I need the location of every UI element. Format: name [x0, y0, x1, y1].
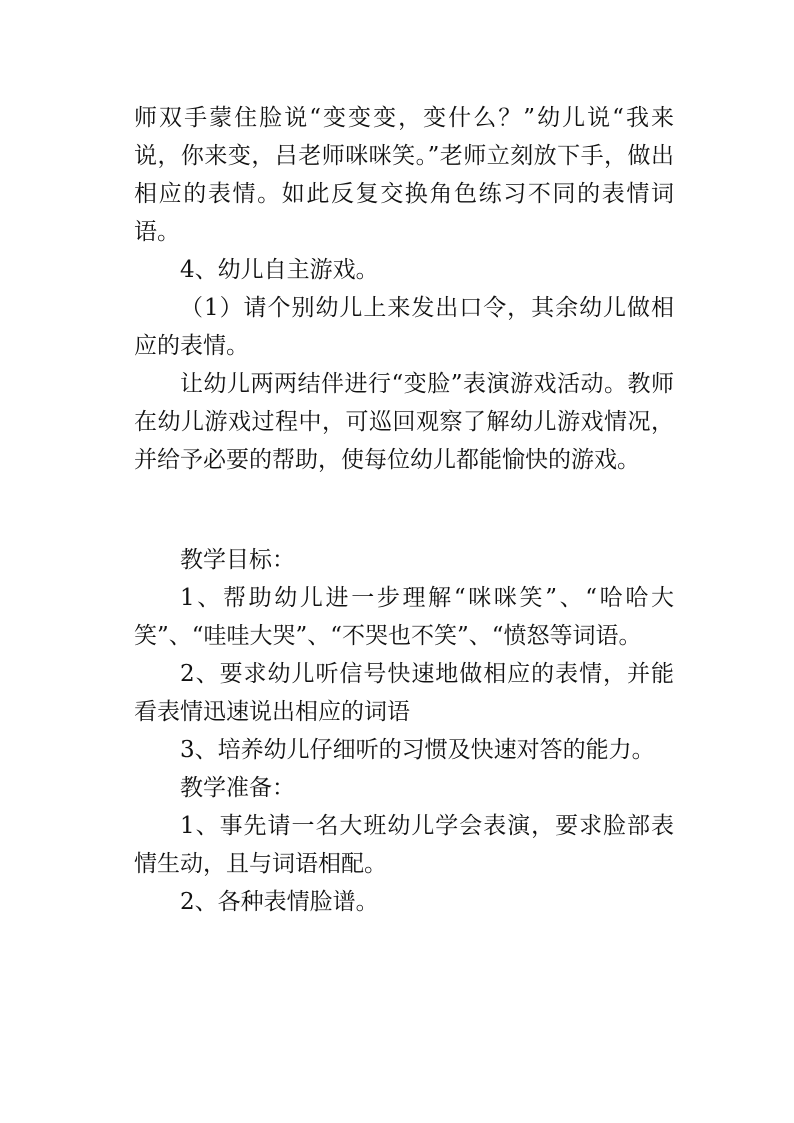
goal-item-1: 1、帮助幼儿进一步理解“咪咪笑”、“哈哈大笑”、“哇哇大哭”、“不哭也不笑”、“愤怒等词语。	[134, 585, 674, 649]
document-body	[134, 99, 674, 921]
prep-item-2: 2、各种表情脸谱。	[180, 889, 379, 915]
goals-heading: 教学目标：	[180, 547, 295, 573]
prep-heading: 教学准备：	[180, 775, 295, 801]
paragraph-free-play-heading: 4、幼儿自主游戏。	[180, 257, 379, 283]
paragraph-game-intro: 师双手蒙住脸说“变变变，变什么？”幼儿说“我来说，你来变，吕老师咪咪笑。”老师立刻放下手，做出相应的表情。如此反复交换角色练习不同的表情词语。	[134, 105, 674, 245]
section-spacer	[134, 479, 674, 541]
goal-item-3: 3、培养幼儿仔细听的习惯及快速对答的能力。	[180, 737, 655, 763]
goal-item-2: 2、要求幼儿听信号快速地做相应的表情，并能看表情迅速说出相应的词语	[134, 661, 674, 725]
paragraph-pair-game: 让幼儿两两结伴进行“变脸”表演游戏活动。教师在幼儿游戏过程中，可巡回观察了解幼儿游戏情况，并给予必要的帮助，使每位幼儿都能愉快的游戏。	[134, 371, 674, 473]
prep-item-1: 1、事先请一名大班幼儿学会表演，要求脸部表情生动，且与词语相配。	[134, 813, 674, 877]
paragraph-free-play-step-1: （1）请个别幼儿上来发出口令，其余幼儿做相应的表情。	[134, 295, 674, 359]
